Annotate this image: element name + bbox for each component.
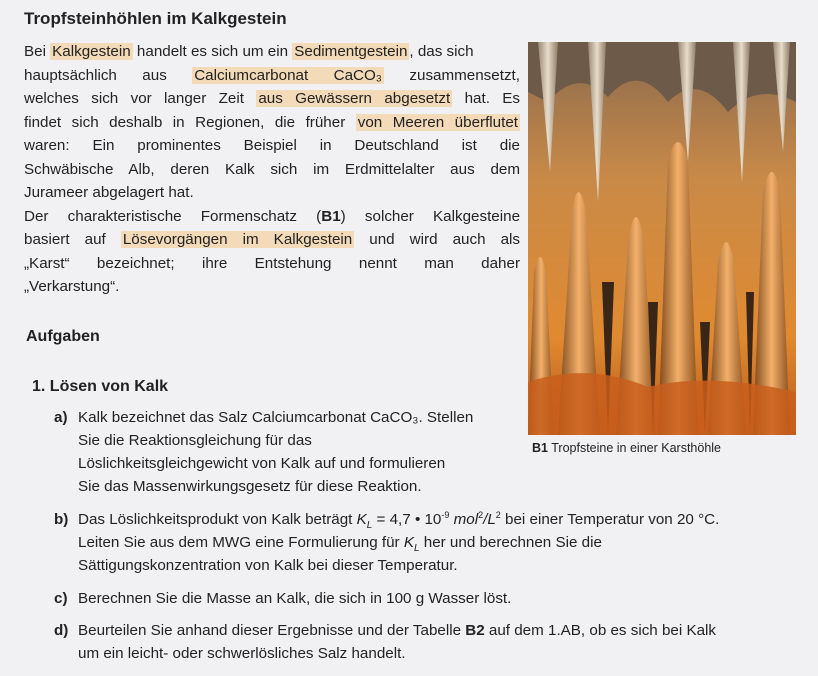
task-label: c) — [54, 590, 68, 607]
task-label: d) — [54, 622, 69, 639]
highlight: Sedimentgestein — [294, 43, 408, 60]
intro-line: Schwäbische Alb, deren Kalk sich im Erdmittelalter aus dem — [24, 160, 520, 178]
task-label: a) — [54, 409, 68, 426]
figure-label: B1 — [532, 441, 548, 455]
highlight: von Meeren überflutet — [357, 113, 518, 131]
figure-caption: B1 Tropfsteine in einer Karsthöhle — [532, 441, 722, 455]
intro-line: Der charakteristische Formenschatz (B1) solcher Kalkgesteine — [24, 207, 521, 225]
intro-line: basiert auf Lösevorgängen im Kalkgestein und wird auch als — [24, 231, 520, 248]
intro-line: „Karst“ bezeichnet; ihre Entstehung nennt man daher — [24, 254, 520, 272]
figure-ref: B1 — [321, 207, 341, 225]
highlight: Lösevorgängen im Kalkgestein — [122, 231, 353, 248]
cave-photo — [528, 42, 796, 435]
table-ref: B2 — [465, 622, 485, 639]
intro-line: findet sich deshalb in Regionen, die früher von Meeren überflutet — [24, 113, 518, 131]
intro-line: hauptsächlich aus Calciumcarbonat CaCO₃ zusammensetzt, — [24, 66, 520, 84]
intro-line: Jurameer abgelagert hat. — [24, 184, 194, 201]
stalactite-illustration — [528, 42, 796, 435]
intro-line: waren: Ein prominentes Beispiel in Deutschland ist die — [24, 137, 520, 154]
highlight: Calciumcarbonat CaCO₃ — [194, 66, 382, 84]
intro-line: welches sich vor langer Zeit aus Gewässern abgesetzt hat. Es — [24, 90, 520, 107]
page-title: Tropfsteinhöhlen im Kalkgestein — [24, 9, 287, 28]
highlight: aus Gewässern abgesetzt — [258, 90, 451, 107]
intro-paragraph — [24, 40, 520, 299]
highlight: Kalkgestein — [52, 43, 131, 60]
task-group-heading: 1. Lösen von Kalk — [32, 378, 169, 395]
intro-line: „Verkarstung“. — [24, 278, 120, 295]
intro-line: Bei Kalkgestein handelt es sich um ein Sedimentgestein , das sich — [24, 43, 474, 60]
tasks-heading: Aufgaben — [26, 328, 100, 345]
task-label: b) — [54, 511, 69, 528]
